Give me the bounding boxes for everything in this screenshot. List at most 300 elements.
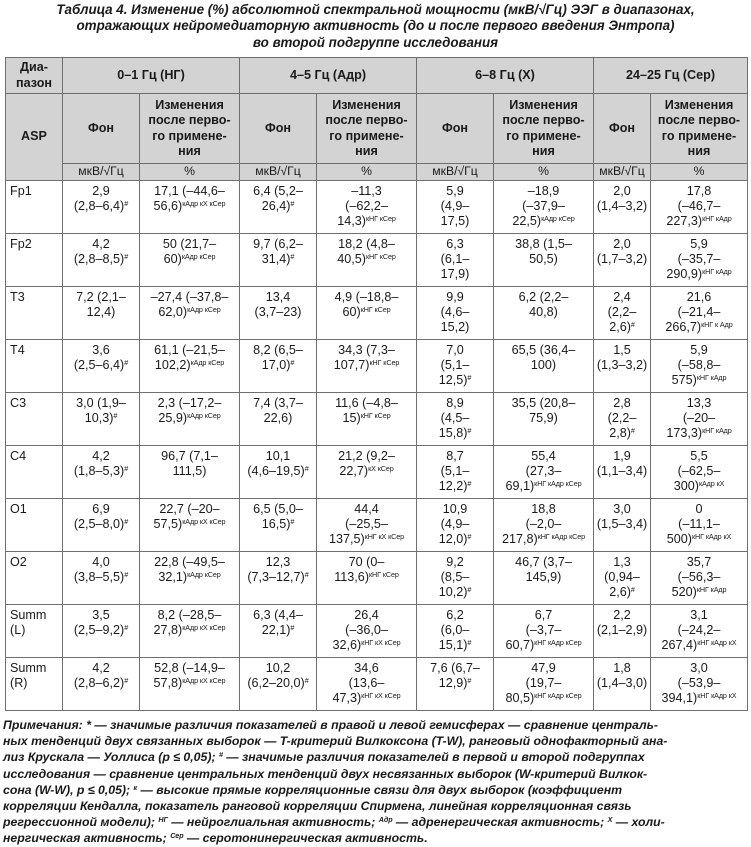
unit-background: мкВ/√Гц — [594, 164, 651, 181]
background-value-cell — [240, 605, 317, 658]
cell-line — [494, 479, 593, 494]
background-value-cell — [594, 340, 651, 393]
cell-value: 17,0) — [261, 358, 291, 373]
notes-text: — адренергическая активность; — [392, 815, 608, 830]
cell-line — [63, 199, 139, 214]
cell-value: 15) — [342, 411, 361, 426]
cell-line — [594, 237, 650, 252]
cell-line — [651, 517, 747, 532]
cell-line — [140, 661, 239, 676]
change-value-cell — [494, 393, 594, 446]
cell-line — [240, 661, 316, 676]
background-value-cell — [240, 499, 317, 552]
cell-value: 8,7 — [446, 449, 464, 463]
cell-value: 6,5 (5,0– — [253, 502, 303, 516]
cell-value: (1,4–3,2) — [596, 199, 648, 214]
cell-value: 60) — [342, 305, 361, 320]
cell-value: 35,7 — [686, 555, 712, 569]
cell-value: 9,2 — [446, 555, 464, 569]
change-value-cell — [140, 499, 240, 552]
cell-line — [140, 358, 239, 373]
cell-line — [317, 184, 416, 199]
cell-line — [594, 411, 650, 426]
change-header — [494, 94, 594, 164]
background-value-cell — [417, 658, 494, 711]
cell-marker: # — [467, 373, 472, 383]
cell-value: 10,1 — [265, 449, 291, 463]
cell-line — [140, 502, 239, 517]
cell-value: 12,2) — [438, 479, 468, 494]
cell-line — [63, 449, 139, 464]
change-header-line: после перво- — [325, 113, 408, 128]
change-value-cell — [317, 181, 417, 234]
background-value-cell — [63, 658, 140, 711]
cell-line — [417, 661, 493, 676]
row-label-line: Fp2 — [10, 237, 32, 251]
cell-line — [63, 252, 139, 267]
cell-value: 8,9 — [446, 396, 464, 410]
cell-value: (–53,9– — [677, 676, 721, 691]
cell-value: 107,7) — [333, 358, 370, 373]
asp-header: ASP — [6, 94, 63, 181]
row-label-line: O2 — [10, 555, 27, 569]
background-value-cell — [417, 234, 494, 287]
cell-line — [594, 426, 650, 441]
cell-line — [651, 623, 747, 638]
unit-change: % — [140, 164, 240, 181]
cell-line — [417, 570, 493, 585]
cell-marker: кНГ кХ кСер — [361, 691, 401, 701]
cell-line — [317, 214, 416, 229]
change-value-cell — [140, 658, 240, 711]
cell-value: 61,1 (–21,5– — [154, 343, 225, 357]
change-header — [651, 94, 748, 164]
cell-line — [651, 184, 747, 199]
background-value-cell — [417, 446, 494, 499]
row-label-line: Summ — [10, 608, 47, 622]
notes-text: — высокие прямые корреляционные связи для двух выборок (коэффициент — [137, 782, 623, 797]
notes-line — [3, 782, 748, 798]
cell-line — [417, 320, 493, 335]
change-header-line: го примене- — [661, 128, 737, 143]
cell-line — [240, 252, 316, 267]
row-label — [6, 658, 63, 711]
cell-line — [240, 343, 316, 358]
cell-value: 500) — [666, 532, 693, 547]
cell-value: 57,5) — [153, 517, 183, 532]
cell-line — [417, 449, 493, 464]
cell-line — [494, 343, 593, 358]
cell-marker: кАдр кСер — [181, 252, 216, 262]
cell-line — [494, 305, 593, 320]
cell-value: 145,9) — [525, 570, 562, 585]
cell-line — [651, 676, 747, 691]
cell-value: 137,5) — [328, 532, 365, 547]
cell-marker: # — [290, 358, 295, 368]
cell-value: 12,0) — [438, 532, 468, 547]
cell-value: 2,2 — [613, 608, 631, 622]
cell-line — [417, 532, 493, 547]
notes-line — [3, 749, 748, 765]
caption-line: во второй подгруппе исследования — [252, 34, 499, 50]
cell-marker: кАдр кСер — [190, 358, 225, 368]
change-value-cell — [317, 658, 417, 711]
cell-line — [651, 358, 747, 373]
cell-value: 113,6) — [334, 570, 370, 585]
change-value-cell — [651, 287, 748, 340]
cell-line — [594, 585, 650, 600]
change-value-cell — [651, 181, 748, 234]
change-value-cell — [651, 340, 748, 393]
cell-line — [140, 517, 239, 532]
cell-value: 4,2 — [92, 449, 110, 463]
background-value-cell — [240, 181, 317, 234]
cell-value: (7,3–12,7) — [247, 570, 305, 585]
cell-value: 300) — [673, 479, 699, 494]
cell-line — [651, 290, 747, 305]
cell-value: 266,7) — [665, 320, 702, 335]
background-value-cell — [63, 340, 140, 393]
table-notes — [3, 717, 748, 847]
cell-line — [594, 676, 650, 691]
cell-marker: # — [630, 426, 635, 436]
cell-marker: # — [304, 570, 309, 580]
change-value-cell — [317, 446, 417, 499]
notes-text: — серотонинергическая активность. — [183, 831, 428, 846]
cell-marker: # — [290, 252, 295, 262]
cell-value: 57,8) — [153, 676, 183, 691]
cell-line — [417, 237, 493, 252]
change-value-cell — [140, 393, 240, 446]
cell-line — [140, 305, 239, 320]
cell-value: 217,8) — [501, 532, 538, 547]
cell-line — [317, 532, 416, 547]
cell-line — [594, 502, 650, 517]
cell-line — [240, 676, 316, 691]
cell-line — [651, 555, 747, 570]
cell-value: 22,6) — [263, 411, 293, 426]
cell-value: 25,9) — [158, 411, 188, 426]
cell-value: (4,9– — [440, 199, 470, 214]
background-value-cell — [417, 181, 494, 234]
background-value-cell — [63, 393, 140, 446]
cell-line — [651, 237, 747, 252]
row-label — [6, 340, 63, 393]
row-label — [6, 393, 63, 446]
unit-change: % — [494, 164, 594, 181]
cell-line — [63, 305, 139, 320]
cell-line — [317, 411, 416, 426]
cell-line — [140, 252, 239, 267]
cell-line — [417, 585, 493, 600]
cell-line — [240, 570, 316, 585]
background-value-cell — [417, 287, 494, 340]
cell-line — [651, 305, 747, 320]
cell-line — [494, 214, 593, 229]
change-value-cell — [317, 499, 417, 552]
cell-marker: кАдр кХ кСер — [182, 517, 226, 527]
cell-value: 80,5) — [505, 691, 535, 706]
cell-value: 2,0 — [613, 237, 631, 251]
table-row — [6, 499, 748, 552]
change-header-line: ния — [355, 143, 378, 158]
cell-value: 17,9) — [440, 267, 470, 282]
change-value-cell — [494, 181, 594, 234]
background-value-cell — [63, 446, 140, 499]
cell-value: 10,9 — [442, 502, 468, 516]
change-value-cell — [651, 552, 748, 605]
cell-line — [63, 237, 139, 252]
cell-value: 2,8 — [613, 396, 631, 410]
cell-line — [494, 691, 593, 706]
header-row-units — [6, 164, 748, 181]
cell-value: 16,5) — [261, 517, 291, 532]
table-row — [6, 234, 748, 287]
cell-value: 17,5) — [440, 214, 470, 229]
cell-line — [651, 373, 747, 388]
notes-line — [3, 830, 748, 846]
table-row — [6, 181, 748, 234]
cell-line — [651, 343, 747, 358]
change-header-line: после перво- — [657, 113, 741, 128]
cell-marker: кХ кСер — [368, 464, 394, 474]
cell-marker: # — [467, 638, 472, 648]
notes-text: лиз Крускала — Уоллиса (p ≤ 0,05); — [3, 750, 219, 765]
cell-value: (–37,9– — [522, 199, 565, 214]
cell-value: 10,2 — [265, 661, 291, 675]
cell-value: 13,3 — [686, 396, 712, 410]
background-value-cell — [417, 552, 494, 605]
cell-line — [140, 464, 239, 479]
background-header: Фон — [594, 94, 651, 164]
background-value-cell — [594, 658, 651, 711]
change-value-cell — [651, 658, 748, 711]
cell-line — [417, 184, 493, 199]
cell-line — [317, 502, 416, 517]
cell-marker: кНГ кСер — [360, 305, 391, 315]
band-header: 4–5 Гц (Адр) — [240, 58, 417, 94]
cell-line — [240, 290, 316, 305]
cell-value: (2,1–2,9) — [596, 623, 648, 638]
change-value-cell — [317, 234, 417, 287]
cell-value: –18,9 — [527, 184, 560, 198]
change-value-cell — [651, 234, 748, 287]
cell-value: (2,5–6,4) — [73, 358, 125, 373]
cell-marker: кНГ кАдр — [696, 585, 727, 595]
background-value-cell — [63, 605, 140, 658]
cell-line — [417, 676, 493, 691]
cell-line — [594, 199, 650, 214]
cell-value: 5,5 — [690, 449, 708, 463]
notes-line — [3, 717, 748, 733]
background-value-cell — [594, 393, 651, 446]
change-value-cell — [140, 605, 240, 658]
cell-line — [417, 608, 493, 623]
cell-value: 22,7) — [339, 464, 369, 479]
cell-line — [417, 343, 493, 358]
cell-marker: кАдр кХ кСер — [182, 623, 226, 633]
cell-value: 227,3) — [666, 214, 703, 229]
cell-value: 7,4 (3,7– — [253, 396, 303, 410]
cell-value: 40,5) — [337, 252, 366, 267]
background-value-cell — [240, 446, 317, 499]
cell-line — [63, 676, 139, 691]
row-label-line: Fp1 — [10, 184, 32, 198]
cell-value: (6,2–20,0) — [247, 676, 305, 691]
cell-line — [63, 411, 139, 426]
cell-line — [63, 608, 139, 623]
background-value-cell — [594, 181, 651, 234]
cell-value: 22,7 (–20– — [159, 502, 220, 516]
cell-line — [494, 199, 593, 214]
cell-value: (3,8–5,5) — [73, 570, 125, 585]
cell-line — [417, 426, 493, 441]
cell-value: (3,7–23) — [254, 305, 302, 320]
row-label-line: (R) — [10, 676, 28, 691]
cell-value: 3,0 (1,9– — [76, 396, 126, 410]
cell-value: 8,2 (–28,5– — [157, 608, 222, 622]
cell-line — [417, 623, 493, 638]
cell-line — [140, 411, 239, 426]
cell-marker: кАдр кХ кСер — [182, 676, 226, 686]
cell-value: 31,4) — [261, 252, 291, 267]
background-value-cell — [594, 446, 651, 499]
cell-marker: # — [630, 585, 635, 595]
cell-value: 290,9) — [666, 267, 703, 282]
cell-line — [140, 555, 239, 570]
cell-value: 12,3 — [265, 555, 291, 569]
cell-value: 15,8) — [438, 426, 468, 441]
cell-line — [317, 608, 416, 623]
change-header-line: ния — [532, 143, 555, 158]
cell-line — [417, 373, 493, 388]
cell-line — [594, 320, 650, 335]
table-row — [6, 393, 748, 446]
eeg-power-table — [5, 57, 748, 711]
cell-value: (2,8–8,5) — [73, 252, 125, 267]
cell-value: 40,8) — [529, 305, 558, 320]
cell-marker: кНГ кАдр кСер — [534, 479, 582, 489]
background-value-cell — [63, 499, 140, 552]
cell-marker: кНГ кАдр кСер — [534, 691, 582, 701]
background-value-cell — [240, 287, 317, 340]
cell-value: 6,2 (2,2– — [518, 290, 569, 304]
cell-marker: кНГ кХ кСер — [364, 532, 405, 542]
change-value-cell — [140, 552, 240, 605]
cell-line — [317, 464, 416, 479]
cell-value: 1,9 — [613, 449, 631, 463]
background-value-cell — [594, 552, 651, 605]
cell-value: 2,6) — [609, 320, 631, 335]
cell-value: (2,5–8,0) — [73, 517, 125, 532]
cell-line — [317, 358, 416, 373]
cell-value: (19,7– — [525, 676, 562, 691]
cell-marker: кНГ кАдр кСер — [537, 532, 586, 542]
cell-value: (1,8–5,3) — [73, 464, 125, 479]
background-header: Фон — [63, 94, 140, 164]
band-header: 0–1 Гц (НГ) — [63, 58, 240, 94]
cell-value: 18,8 — [531, 502, 556, 516]
unit-background: мкВ/√Гц — [417, 164, 494, 181]
cell-marker: # — [113, 411, 118, 421]
cell-value: 47,9 — [531, 661, 556, 675]
cell-line — [140, 608, 239, 623]
table-row — [6, 552, 748, 605]
cell-line — [63, 502, 139, 517]
cell-value: (–36,0– — [345, 623, 388, 638]
cell-value: 1,8 — [613, 661, 631, 675]
cell-line — [594, 358, 650, 373]
cell-value: 46,7 (3,7– — [515, 555, 572, 569]
change-header-line: ния — [687, 143, 711, 158]
cell-line — [594, 570, 650, 585]
change-value-cell — [317, 605, 417, 658]
cell-line — [494, 184, 593, 199]
cell-value: 21,6 — [686, 290, 712, 304]
change-header-line: Изменения — [509, 98, 578, 113]
cell-value: (4,5– — [440, 411, 470, 426]
cell-value: 5,9 — [446, 184, 464, 198]
cell-line — [594, 252, 650, 267]
cell-value: 111,5) — [172, 464, 207, 479]
change-header-line: го примене- — [152, 128, 227, 143]
cell-marker: кНГ кАдр — [696, 373, 727, 383]
cell-value: 575) — [671, 373, 697, 388]
cell-line — [417, 411, 493, 426]
change-value-cell — [317, 340, 417, 393]
cell-value: 38,8 (1,5– — [515, 237, 572, 251]
cell-value: 12,5) — [438, 373, 468, 388]
cell-line — [494, 358, 593, 373]
unit-change: % — [317, 164, 417, 181]
cell-value: 27,8) — [153, 623, 183, 638]
cell-marker: кНГ кАдр — [702, 214, 732, 224]
cell-value: (–24,2– — [677, 623, 721, 638]
row-label — [6, 605, 63, 658]
cell-value: 2,3 (–17,2– — [157, 396, 222, 410]
cell-value: 21,2 (9,2– — [338, 449, 395, 463]
cell-value: (1,5–3,4) — [596, 517, 648, 532]
cell-value: 100) — [530, 358, 557, 373]
cell-value: 1,5 — [613, 343, 631, 357]
cell-value: (1,7–3,2) — [596, 252, 648, 267]
cell-value: 26,4) — [261, 199, 291, 214]
cell-value: 3,5 — [92, 608, 110, 622]
background-value-cell — [417, 499, 494, 552]
background-value-cell — [594, 234, 651, 287]
cell-line — [494, 449, 593, 464]
cell-value: (5,1– — [440, 464, 470, 479]
cell-marker: кНГ кСер — [365, 252, 396, 262]
cell-value: (2,8–6,4) — [73, 199, 125, 214]
cell-line — [494, 517, 593, 532]
cell-value: 52,8 (–14,9– — [154, 661, 225, 675]
cell-value: 1,3 — [613, 555, 631, 569]
cell-line — [63, 623, 139, 638]
cell-line — [651, 320, 747, 335]
cell-line — [63, 396, 139, 411]
change-header-line: го примене- — [329, 128, 404, 143]
change-header-line: после перво- — [148, 113, 231, 128]
cell-value: 18,2 (4,8– — [338, 237, 395, 251]
background-value-cell — [240, 552, 317, 605]
cell-line — [317, 623, 416, 638]
cell-line — [651, 199, 747, 214]
cell-line — [63, 570, 139, 585]
cell-value: 6,7 — [534, 608, 553, 622]
background-value-cell — [240, 393, 317, 446]
background-value-cell — [594, 499, 651, 552]
